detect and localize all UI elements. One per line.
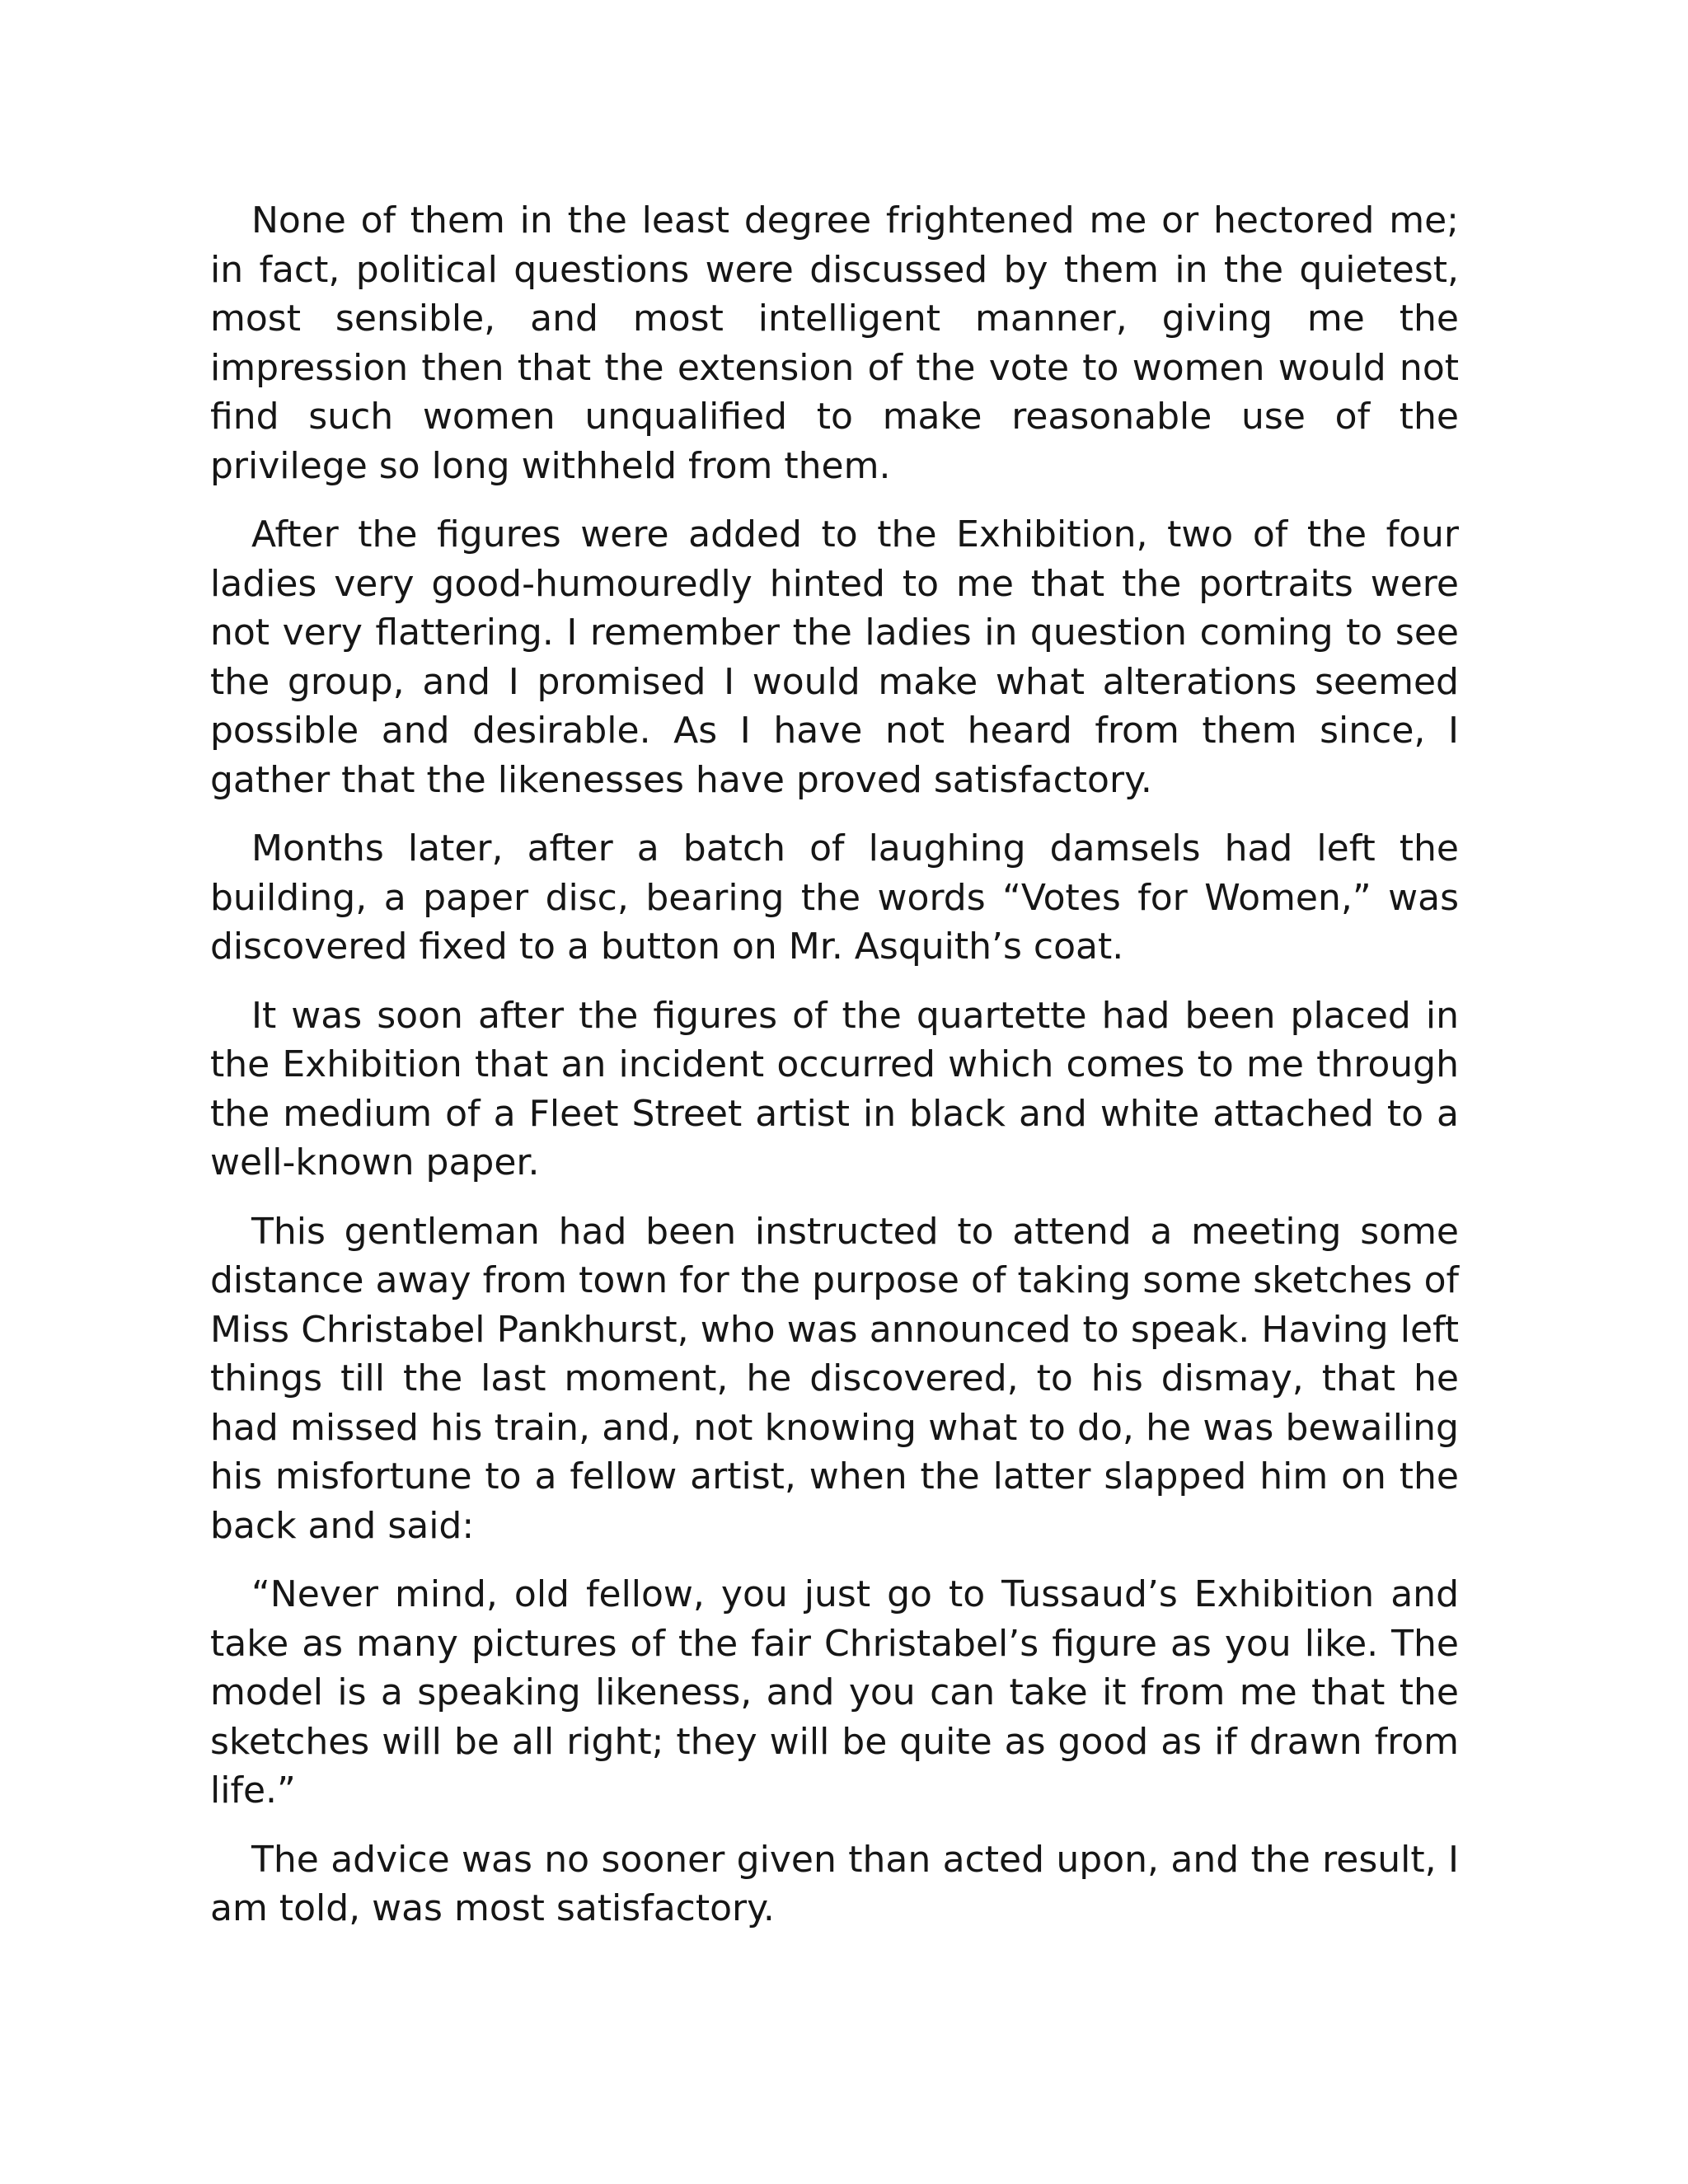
paragraph: This gentleman had been instructed to attend a meeting some distance away from town for the purpose of taking some sketches of Miss Christabel Pankhurst, who was announced to speak. Having left things till the last moment, he discovered, to his dismay, that he had missed his train, and, not knowing what to do, he was bewailing his misfortune to a fellow artist, when the latter slapped him on the back and said: bbox=[210, 1210, 1459, 1547]
paragraph: It was soon after the figures of the quartette had been placed in the Exhibition that an incident occurred which comes to me through the medium of a Fleet Street artist in black and white attached to a well-known paper. bbox=[210, 994, 1459, 1183]
paragraph: Months later, after a batch of laughing damsels had left the building, a paper disc, bearing the words “Votes for Women,” was discovered fixed to a button on Mr. Asquith’s coat. bbox=[210, 827, 1459, 968]
paragraph: “Never mind, old fellow, you just go to Tussaud’s Exhibition and take as many pictures of the fair Christabel’s figure as you like. The model is a speaking likeness, and you can take it from me that the sketches will be all right; they will be quite as good as if drawn from life.” bbox=[210, 1573, 1459, 1811]
paragraph: None of them in the least degree frightened me or hectored me; in fact, political questions were discussed by them in the quietest, most sensible, and most intelligent manner, giving me the impression then that the extension of the vote to women would not find such women unqualified to make reasonable use of the privilege so long withheld from them. bbox=[210, 199, 1459, 487]
page-body bbox=[210, 196, 1459, 1953]
paragraph: The advice was no sooner given than acted upon, and the result, I am told, was most satisfactory. bbox=[210, 1838, 1459, 1929]
paragraph: After the figures were added to the Exhibition, two of the four ladies very good-humouredly hinted to me that the portraits were not very flattering. I remember the ladies in question coming to see the group, and I promised I would make what alterations seemed possible and desirable. As I have not heard from them since, I gather that the likenesses have proved satisfactory. bbox=[210, 513, 1459, 801]
